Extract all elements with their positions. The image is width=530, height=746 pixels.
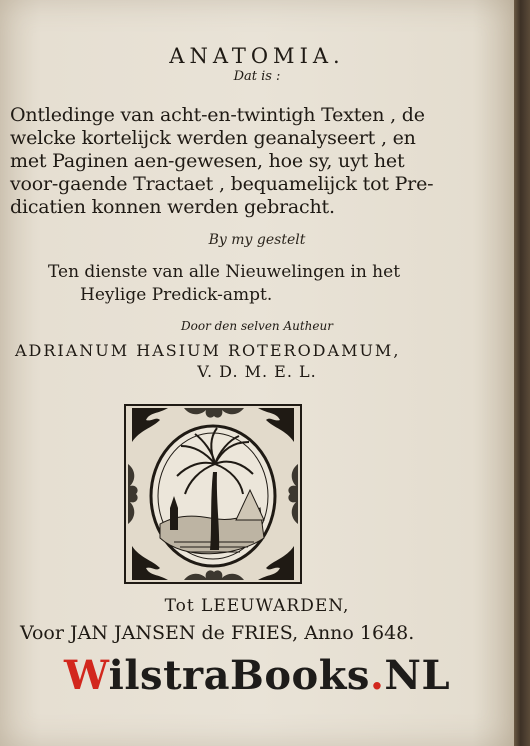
body-line-2: welcke kortelijck werden geanalyseert , en (10, 127, 416, 149)
watermark (0, 652, 514, 699)
page-title: ANATOMIA. (169, 44, 345, 68)
door-line: Door den selven Autheur (181, 319, 333, 333)
page-subtitle: Dat is : (233, 69, 281, 84)
body-line-4: voor-gaende Tractaet , bequamelijck tot Pre- (10, 173, 434, 195)
body-line-3: met Paginen aen-gewesen, hoe sy, uyt het (10, 150, 405, 172)
body-line-1: Ontledinge van acht-en-twintigh Texten , de (10, 104, 425, 126)
watermark-suffix: NL (384, 652, 451, 699)
dienste-line: Ten dienste van alle Nieuwelingen in het (48, 262, 401, 282)
vdmel-line: V. D. M. E. L. (197, 362, 317, 381)
watermark-name: ilstraBooks (108, 652, 370, 699)
tot-line: Tot LEEUWARDEN, (164, 596, 350, 616)
imprint-line: Voor JAN JANSEN de FRIES, Anno 1648. (20, 622, 415, 644)
predick-line: Heylige Predick-ampt. (80, 285, 273, 305)
watermark-initial: W (63, 652, 109, 699)
handwritten-note: By my gestelt (208, 232, 306, 248)
body-line-5: dicatien konnen werden gebracht. (10, 196, 335, 218)
palm-tree-printer-device-icon (124, 404, 302, 584)
author-line: ADRIANUM HASIUM ROTERODAMUM, (15, 341, 401, 360)
watermark-dot: . (369, 652, 385, 699)
book-edge (514, 0, 530, 746)
